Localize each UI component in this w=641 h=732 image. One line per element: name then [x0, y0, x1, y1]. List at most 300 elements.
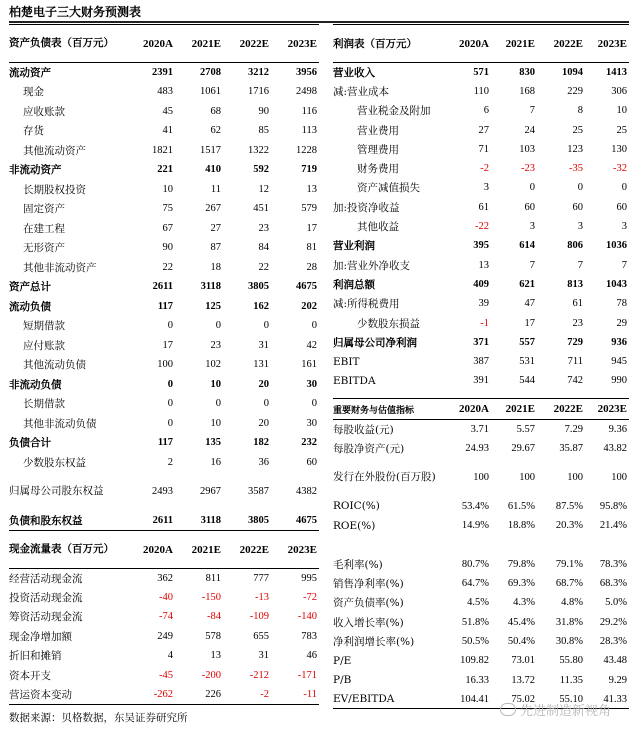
- cell-value: 729: [567, 336, 583, 348]
- year-header: 2021E: [175, 25, 223, 63]
- row-label: 流动负债: [9, 300, 51, 313]
- cell-value: 711: [567, 356, 583, 368]
- cell-value: 60: [572, 201, 583, 213]
- cell-value: 9.36: [608, 423, 627, 435]
- cell-value: 31: [258, 650, 269, 662]
- cell-value: [585, 535, 629, 554]
- cell-value: -11: [271, 685, 319, 704]
- row-label: 负债和股东权益: [9, 511, 127, 531]
- table-row: [333, 255, 629, 274]
- cell-value: 362: [157, 572, 173, 584]
- row-label: 资本开支: [9, 669, 51, 682]
- cell-value: 9.29: [608, 674, 627, 686]
- table-row: [333, 217, 629, 236]
- cell-value: 3212: [248, 67, 269, 78]
- cell-value: 0: [263, 398, 269, 410]
- year-header: 2023E: [585, 25, 629, 63]
- cell-value: 100: [611, 471, 627, 483]
- row-label: 其他流动资产: [23, 144, 86, 157]
- cell-value: 117: [157, 300, 173, 312]
- cell-value: 25: [572, 124, 583, 136]
- cell-value: 10: [210, 378, 221, 390]
- table-row: [333, 371, 629, 390]
- row-label: 其他流动负债: [23, 359, 86, 372]
- row-label: 现金: [23, 86, 44, 99]
- cell-value: 50.5%: [461, 635, 489, 647]
- table-row: [9, 569, 319, 588]
- cell-value: -84: [207, 611, 221, 623]
- table-row: [9, 199, 319, 219]
- cell-value: -23: [521, 163, 535, 175]
- cell-value: 11.35: [559, 674, 583, 686]
- cell-value: 25: [616, 124, 627, 136]
- cell-value: 7: [529, 105, 535, 117]
- cell-value: 29.2%: [599, 616, 627, 628]
- cell-value: 13.72: [511, 674, 535, 686]
- year-header: 2020A: [127, 531, 175, 569]
- cell-value: 990: [611, 375, 627, 387]
- table-row: [9, 511, 319, 531]
- cell-value: 117: [157, 437, 173, 449]
- table-row: [9, 336, 319, 356]
- table-row: [333, 670, 629, 689]
- row-label: 长期股权投资: [23, 183, 86, 196]
- cell-value: 0: [215, 398, 221, 410]
- row-label: 资产减值损失: [357, 182, 420, 195]
- cell-value: 10: [616, 105, 627, 117]
- cell-value: 23: [258, 222, 269, 234]
- cell-value: 182: [253, 437, 269, 449]
- cell-value: 68.7%: [555, 578, 583, 590]
- table-row: [9, 238, 319, 258]
- cell-value: 4.8%: [561, 597, 583, 609]
- cell-value: 483: [157, 86, 173, 98]
- cell-value: 621: [519, 278, 535, 290]
- cell-value: 50.4%: [507, 635, 535, 647]
- cell-value: 102: [205, 359, 221, 371]
- cell-value: 783: [301, 630, 317, 642]
- cell-value: 5.0%: [605, 597, 627, 609]
- cell-value: -74: [159, 611, 173, 623]
- cell-value: 0: [529, 182, 535, 194]
- cell-value: 78.3%: [599, 558, 627, 570]
- cell-value: 55.80: [559, 655, 583, 667]
- cell-value: 13: [306, 183, 317, 195]
- cell-value: 10: [162, 183, 173, 195]
- row-label: 经营活动现金流: [9, 572, 83, 585]
- table-row: [333, 159, 629, 178]
- watermark-text: 先进制造新视角: [520, 704, 612, 719]
- cell-value: 84: [258, 242, 269, 254]
- cell-value: 409: [473, 278, 489, 290]
- year-header: 2020A: [449, 399, 491, 420]
- year-header: 2022E: [537, 399, 585, 420]
- cell-value: 67: [162, 222, 173, 234]
- cell-value: 17: [524, 317, 535, 329]
- table-row: [9, 394, 319, 414]
- year-header: 2021E: [175, 531, 223, 569]
- cell-value: 571: [473, 66, 489, 78]
- year-header: 2021E: [491, 25, 537, 63]
- cell-value: 945: [611, 356, 627, 368]
- cell-value: 0: [621, 182, 627, 194]
- cell-value: 90: [258, 105, 269, 117]
- cell-value: -22: [475, 221, 489, 233]
- year-header: 2023E: [271, 531, 319, 569]
- cell-value: -262: [127, 685, 175, 704]
- row-label: 营业费用: [357, 124, 399, 137]
- row-label: 其他非流动资产: [23, 261, 97, 274]
- cell-value: 5.57: [516, 423, 535, 435]
- cell-value: 18.8%: [507, 520, 535, 532]
- cell-value: 830: [519, 66, 535, 78]
- cell-value: 18: [210, 261, 221, 273]
- cell-value: -35: [569, 163, 583, 175]
- cell-value: 29: [616, 317, 627, 329]
- table-row: [333, 352, 629, 371]
- cell-value: 11: [210, 183, 221, 195]
- cell-value: 557: [519, 336, 535, 348]
- cell-value: 8: [577, 105, 583, 117]
- cell-value: 31.8%: [555, 616, 583, 628]
- cell-value: 811: [205, 572, 221, 584]
- data-source-note: 数据来源：贝格数据，东吴证券研究所: [9, 712, 188, 724]
- cell-value: 4: [167, 650, 173, 662]
- cell-value: 31: [258, 339, 269, 351]
- row-label: 资产总计: [9, 281, 51, 294]
- table-row: [333, 82, 629, 101]
- cell-value: [537, 535, 585, 554]
- row-label: 流动资产: [9, 67, 51, 79]
- cell-value: 14.9%: [461, 520, 489, 532]
- cell-value: 3: [529, 221, 535, 233]
- year-header: 2023E: [271, 25, 319, 63]
- cell-value: 20: [258, 417, 269, 429]
- row-label: 现金净增加额: [9, 630, 72, 643]
- cell-value: [491, 535, 537, 554]
- cell-value: 80.7%: [461, 558, 489, 570]
- row-label: 销售净利率(%): [333, 578, 404, 591]
- row-label: 其他收益: [357, 221, 399, 234]
- cell-value: 90: [162, 242, 173, 254]
- cell-value: 16.33: [465, 674, 489, 686]
- key-metrics-title: 重要财务与估值指标: [333, 399, 449, 420]
- cell-value: 7: [529, 259, 535, 271]
- cell-value: 68: [210, 105, 221, 117]
- cell-value: 0: [311, 398, 317, 410]
- year-header: 2022E: [537, 25, 585, 63]
- row-label: 存货: [23, 125, 44, 138]
- row-label: 管理费用: [357, 143, 399, 156]
- cell-value: 4.5%: [467, 597, 489, 609]
- row-label: 每股净资产(元): [333, 442, 405, 455]
- cell-value: 60: [306, 456, 317, 468]
- cell-value: 30: [306, 417, 317, 429]
- table-row: [333, 178, 629, 197]
- year-header: 2022E: [223, 25, 271, 63]
- cell-value: 544: [519, 375, 535, 387]
- cell-value: 100: [157, 359, 173, 371]
- cell-value: 43.48: [603, 655, 627, 667]
- table-row: [333, 275, 629, 294]
- cell-value: 29.67: [511, 442, 535, 454]
- cell-value: -200: [201, 669, 221, 681]
- cell-value: 35.87: [559, 442, 583, 454]
- cell-value: 123: [567, 143, 583, 155]
- cell-value: 2708: [200, 67, 221, 78]
- row-label: 少数股东权益: [23, 456, 86, 469]
- cell-value: 13: [210, 650, 221, 662]
- row-label: 筹资活动现金流: [9, 611, 83, 624]
- cell-value: 78: [616, 298, 627, 310]
- cell-value: 1094: [562, 66, 583, 78]
- title-divider: [9, 21, 629, 23]
- cell-value: 24.93: [465, 442, 489, 454]
- cell-value: 62: [210, 125, 221, 137]
- cell-value: 0: [577, 182, 583, 194]
- cell-value: 130: [611, 143, 627, 155]
- cell-value: 27: [210, 222, 221, 234]
- cell-value: 3118: [200, 281, 221, 293]
- cell-value: 1413: [606, 66, 627, 78]
- cell-value: 813: [567, 278, 583, 290]
- cell-value: 2498: [296, 86, 317, 98]
- cell-value: 4.3%: [513, 597, 535, 609]
- cell-value: 202: [301, 300, 317, 312]
- cell-value: -40: [159, 592, 173, 604]
- cell-value: 61.5%: [507, 500, 535, 512]
- table-row: [333, 333, 629, 352]
- cell-value: 110: [473, 85, 489, 97]
- table-row: [9, 355, 319, 375]
- table-row: [333, 516, 629, 535]
- cell-value: 387: [473, 356, 489, 368]
- table-row: [9, 414, 319, 434]
- table-row: [333, 458, 629, 497]
- cell-value: 0: [263, 320, 269, 332]
- row-label: 应付账款: [23, 339, 65, 352]
- cell-value: 1821: [152, 144, 173, 156]
- cell-value: 655: [253, 630, 269, 642]
- cell-value: 100: [473, 471, 489, 483]
- cell-value: 3587: [248, 486, 269, 497]
- row-label: 归属母公司股东权益: [9, 485, 104, 497]
- cell-value: 0: [311, 320, 317, 332]
- cell-value: 125: [205, 300, 221, 312]
- income-statement-table: [333, 24, 629, 391]
- table-row: [9, 141, 319, 161]
- cell-value: 61: [572, 298, 583, 310]
- table-row: [333, 632, 629, 651]
- table-row: [9, 180, 319, 200]
- cell-value: 7: [577, 259, 583, 271]
- cell-value: 995: [301, 572, 317, 584]
- cell-value: 4675: [296, 281, 317, 293]
- table-row: [333, 439, 629, 458]
- table-row: [9, 607, 319, 626]
- row-label: 少数股东损益: [357, 317, 420, 330]
- cell-value: 3: [483, 182, 489, 194]
- cell-value: 1716: [248, 86, 269, 98]
- cell-value: 1228: [296, 144, 317, 156]
- cell-value: 68.3%: [599, 578, 627, 590]
- cell-value: 3: [621, 221, 627, 233]
- row-label: 短期借款: [23, 320, 65, 333]
- row-label: EV/EBITDA: [333, 690, 449, 709]
- table-row: [9, 627, 319, 646]
- cell-value: 69.3%: [507, 578, 535, 590]
- cell-value: 109.82: [460, 655, 489, 667]
- cell-value: 79.8%: [507, 558, 535, 570]
- cell-value: -171: [297, 669, 317, 681]
- cell-value: 162: [253, 300, 269, 312]
- cell-value: 85: [258, 125, 269, 137]
- cell-value: 87: [210, 242, 221, 254]
- cell-value: 3.71: [470, 423, 489, 435]
- cell-value: 24: [524, 124, 535, 136]
- cell-value: 3956: [296, 67, 317, 78]
- table-row: [333, 63, 629, 82]
- cell-value: 23: [572, 317, 583, 329]
- row-label: ROIC(%): [333, 500, 380, 513]
- table-row: [9, 160, 319, 180]
- year-header: 2020A: [127, 25, 175, 63]
- cell-value: -1: [480, 317, 489, 329]
- row-label: 投资活动现金流: [9, 592, 83, 605]
- cell-value: 614: [519, 240, 535, 252]
- cell-value: 579: [301, 203, 317, 215]
- cell-value: 168: [519, 85, 535, 97]
- cell-value: -32: [613, 163, 627, 175]
- cell-value: 6: [483, 105, 489, 117]
- cell-value: 232: [301, 437, 317, 449]
- year-header: 2022E: [223, 531, 271, 569]
- table-row: [9, 453, 319, 473]
- cell-value: 131: [253, 359, 269, 371]
- year-header: 2021E: [491, 399, 537, 420]
- cell-value: -45: [159, 669, 173, 681]
- row-label: EBITDA: [333, 374, 376, 387]
- cell-value: 116: [301, 105, 317, 117]
- cell-value: 20.3%: [555, 520, 583, 532]
- row-label: 固定资产: [23, 203, 65, 216]
- wechat-icon: [500, 703, 516, 716]
- table-row: [333, 140, 629, 159]
- cell-value: 936: [611, 336, 627, 348]
- row-label: 收入增长率(%): [333, 616, 404, 629]
- cell-value: 2: [167, 456, 173, 468]
- cell-value: 17: [162, 339, 173, 351]
- table-row: [9, 258, 319, 278]
- cell-value: 4382: [296, 486, 317, 497]
- row-label: 毛利率(%): [333, 558, 383, 571]
- cell-value: -212: [249, 669, 269, 681]
- row-label: 长期借款: [23, 398, 65, 411]
- cell-value: 2391: [152, 67, 173, 78]
- table-row: [333, 612, 629, 631]
- table-row: [9, 102, 319, 122]
- cell-value: 1517: [200, 144, 221, 156]
- row-label: 财务费用: [357, 163, 399, 176]
- cell-value: 2967: [200, 486, 221, 497]
- cell-value: 21.4%: [599, 520, 627, 532]
- table-row: [333, 574, 629, 593]
- row-label: 折旧和摊销: [9, 650, 62, 663]
- cell-value: 51.8%: [461, 616, 489, 628]
- cell-value: [449, 535, 491, 554]
- cell-value: 45: [162, 105, 173, 117]
- cell-value: 1322: [248, 144, 269, 156]
- row-label: 加:投资净收益: [333, 201, 400, 214]
- table-row: [9, 646, 319, 665]
- watermark: [500, 700, 611, 719]
- cell-value: 43.82: [603, 442, 627, 454]
- table-row: [333, 497, 629, 516]
- row-label: 加:营业外净收支: [333, 259, 411, 272]
- cell-value: 23: [210, 339, 221, 351]
- row-label: 营业收入: [333, 66, 375, 79]
- cell-value: 2611: [152, 281, 173, 293]
- cell-value: 306: [611, 85, 627, 97]
- cell-value: 0: [167, 378, 173, 390]
- cell-value: -2: [480, 163, 489, 175]
- cell-value: 4675: [271, 511, 319, 531]
- cell-value: 7.29: [564, 423, 583, 435]
- table-row: [9, 219, 319, 239]
- row-label: 减:营业成本: [333, 85, 390, 98]
- cell-value: 742: [567, 375, 583, 387]
- row-label: 应收账款: [23, 105, 65, 118]
- cell-value: 41: [162, 125, 173, 137]
- cell-value: -13: [255, 592, 269, 604]
- cell-value: 221: [157, 164, 173, 176]
- cell-value: 95.8%: [599, 500, 627, 512]
- cell-value: 135: [205, 437, 221, 449]
- row-label: 每股收益(元): [333, 423, 394, 436]
- table-row: [333, 236, 629, 255]
- cell-value: 2493: [152, 486, 173, 497]
- cell-value: 81: [306, 242, 317, 254]
- row-label: 营运资本变动: [9, 685, 127, 704]
- row-label: 归属母公司净利润: [333, 336, 417, 349]
- cash-flow-table: [9, 530, 319, 705]
- table-row: [333, 198, 629, 217]
- table-row: [9, 297, 319, 317]
- row-label: ROE(%): [333, 519, 376, 532]
- page-title: 柏楚电子三大财务预测表: [9, 5, 142, 19]
- cell-value: 391: [473, 375, 489, 387]
- row-label: 负债合计: [9, 437, 51, 450]
- table-row: [333, 593, 629, 612]
- cell-value: 531: [519, 356, 535, 368]
- cell-value: 3805: [248, 281, 269, 293]
- year-header: 2023E: [585, 399, 629, 420]
- table-row: [333, 420, 629, 439]
- year-header: 2020A: [449, 25, 491, 63]
- cell-value: 75.02: [491, 690, 537, 709]
- cell-value: -72: [303, 592, 317, 604]
- cell-value: 395: [473, 240, 489, 252]
- table-row: [9, 588, 319, 607]
- cell-value: 7: [621, 259, 627, 271]
- cell-value: 226: [175, 685, 223, 704]
- row-label: 资产负债率(%): [333, 597, 404, 610]
- table-row: [333, 555, 629, 574]
- cell-value: 16: [210, 456, 221, 468]
- cell-value: 2611: [127, 511, 175, 531]
- cell-value: 22: [162, 261, 173, 273]
- cell-value: 104.41: [449, 690, 491, 709]
